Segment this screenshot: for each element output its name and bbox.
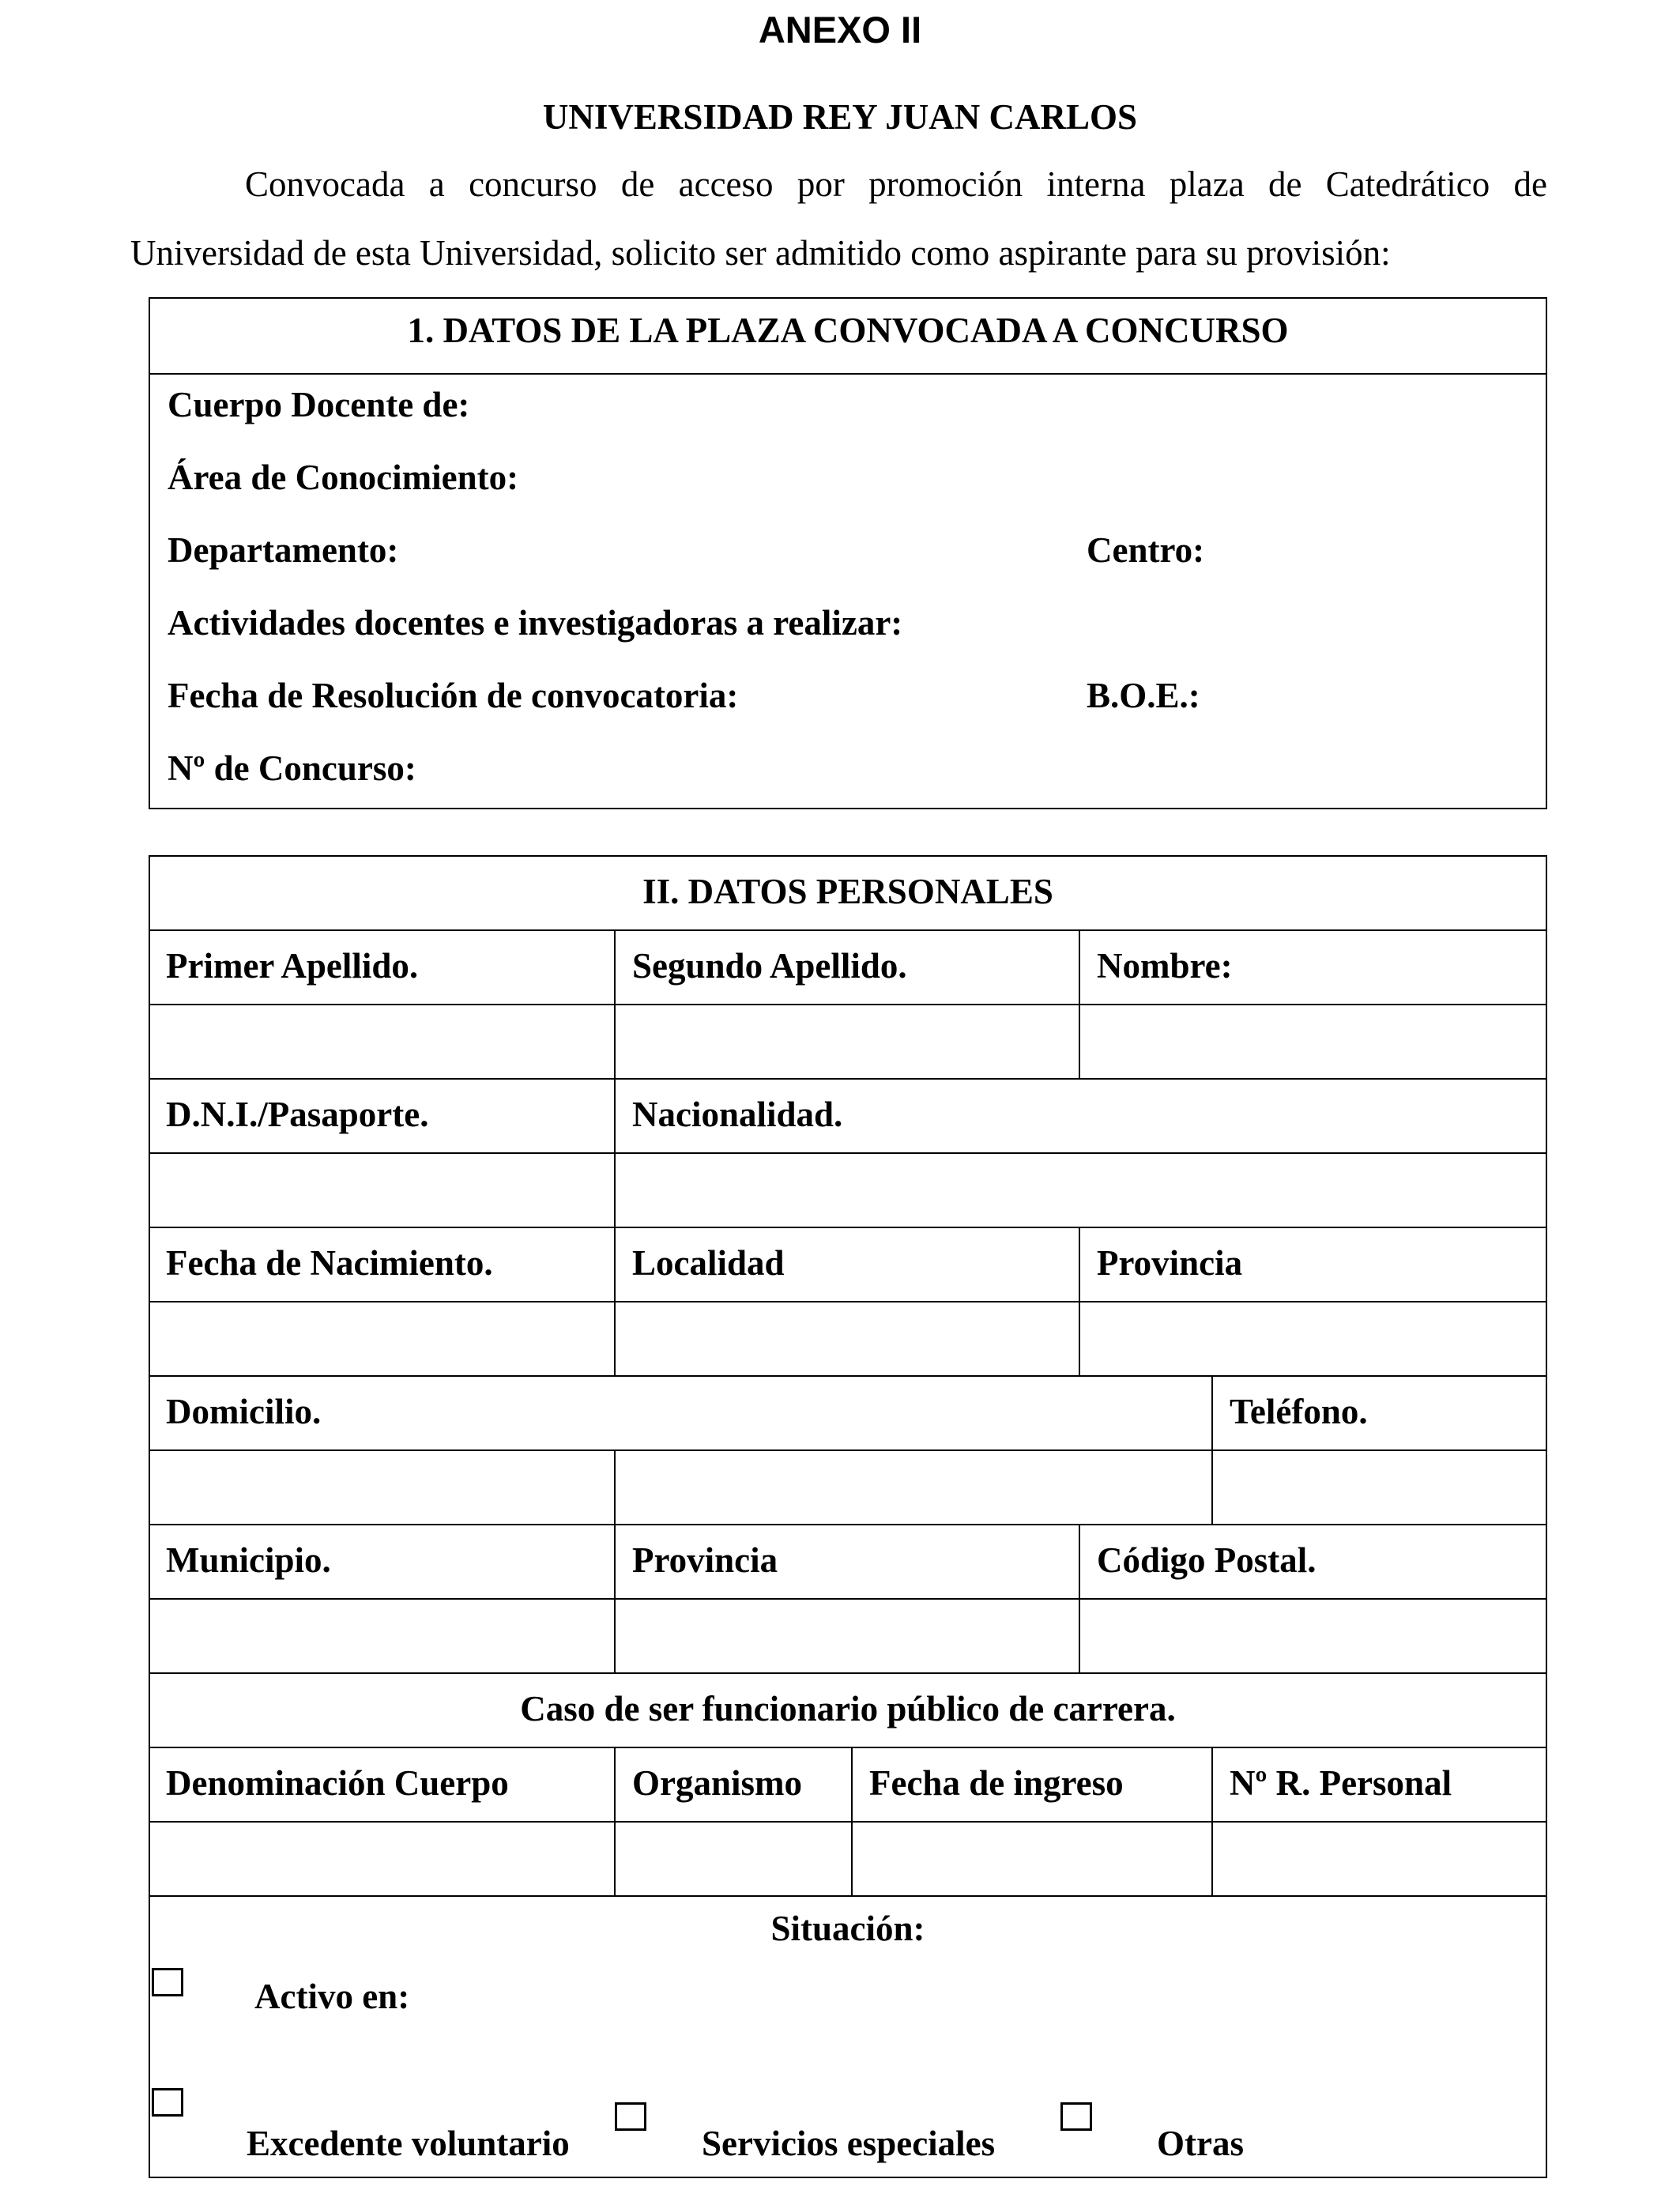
telefono-label: Teléfono. [1230, 1392, 1368, 1431]
area-conocimiento-label: Área de Conocimiento: [168, 458, 519, 497]
primer-apellido-label: Primer Apellido. [166, 946, 419, 986]
fecha-resolucion-label: Fecha de Resolución de convocatoria: [168, 676, 739, 715]
nacionalidad-label: Nacionalidad. [632, 1095, 843, 1134]
university-title: UNIVERSIDAD REY JUAN CARLOS [542, 97, 1138, 137]
section1-title: 1. DATOS DE LA PLAZA CONVOCADA A CONCURSO [150, 299, 1546, 375]
fecha-ingreso-label: Fecha de ingreso [869, 1763, 1124, 1803]
section-datos-personales [149, 855, 1547, 2178]
cuerpo-docente-label: Cuerpo Docente de: [168, 385, 470, 424]
centro-label: Centro: [1087, 530, 1205, 570]
annex-title: ANEXO II [758, 9, 922, 51]
excedente-checkbox[interactable] [152, 2088, 183, 2117]
nombre-label: Nombre: [1097, 946, 1233, 986]
domicilio-label: Domicilio. [166, 1392, 322, 1431]
section-plaza-convocada [149, 297, 1547, 809]
provincia-nacimiento-label: Provincia [1097, 1243, 1243, 1283]
activo-label: Activo en: [254, 1977, 410, 2016]
localidad-label: Localidad [632, 1243, 785, 1283]
departamento-label: Departamento: [168, 530, 399, 570]
servicios-especiales-checkbox[interactable] [615, 2102, 646, 2131]
actividades-label: Actividades docentes e investigadoras a realizar: [168, 603, 903, 643]
segundo-apellido-label: Segundo Apellido. [632, 946, 907, 986]
otras-checkbox[interactable] [1060, 2102, 1092, 2131]
codigo-postal-label: Código Postal. [1097, 1540, 1317, 1580]
denominacion-cuerpo-label: Denominación Cuerpo [166, 1763, 509, 1803]
intro-line-2: Universidad de esta Universidad, solicito ser admitido como aspirante para su provisión: [130, 233, 1391, 273]
organismo-label: Organismo [632, 1763, 803, 1803]
section2-title: II. DATOS PERSONALES [642, 872, 1053, 911]
municipio-label: Municipio. [166, 1540, 331, 1580]
dni-label: D.N.I./Pasaporte. [166, 1095, 429, 1134]
provincia-domicilio-label: Provincia [632, 1540, 778, 1580]
excedente-label: Excedente voluntario [247, 2124, 570, 2163]
servicios-especiales-label: Servicios especiales [702, 2124, 996, 2163]
otras-label: Otras [1157, 2124, 1244, 2163]
intro-line-1: Convocada a concurso de acceso por promoción interna plaza de Catedrático de [245, 164, 1547, 204]
fecha-nacimiento-label: Fecha de Nacimiento. [166, 1243, 493, 1283]
num-registro-personal-label: Nº R. Personal [1230, 1763, 1452, 1803]
situacion-title: Situación: [770, 1909, 925, 1948]
funcionario-title: Caso de ser funcionario público de carrera. [520, 1689, 1176, 1728]
activo-checkbox[interactable] [152, 1968, 183, 1996]
num-concurso-label: Nº de Concurso: [168, 748, 416, 788]
boe-label: B.O.E.: [1087, 676, 1200, 715]
